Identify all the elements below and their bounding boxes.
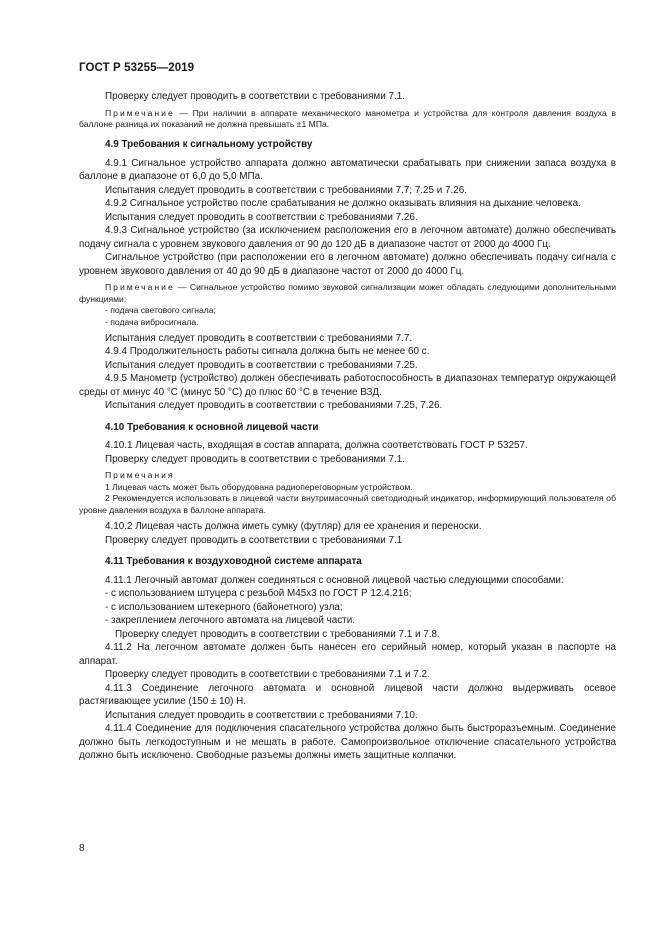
paragraph: 4.9.2 Сигнальное устройство после срабатывания не должно оказывать влияния на дыхание человека. [105,198,581,210]
paragraph: Испытания следует проводить в соответствии с требованиями 7.25. [105,359,418,371]
note-label: Примечание [105,107,175,118]
paragraph: Испытания следует проводить в соответствии с требованиями 7.10. [105,709,418,721]
document-header: ГОСТ Р 53255—2019 [79,62,195,74]
paragraph: 4.9.5 Манометр (устройство) должен обеспечивать работоспособность в диапазонах температур окружающей среды от минус 40 °С (минус 50 °С) до плюс 60 °С в течение ВЗД. [79,373,616,398]
section-heading-4-11: 4.11 Требования к воздуховодной системе аппарата [105,556,362,568]
page-number: 8 [79,843,85,854]
paragraph: Проверку следует проводить в соответствии с требованиями 7.1 и 7.8. [115,628,440,640]
paragraph: 4.11.2 На легочном автомате должен быть нанесен его серийный номер, который указан в паспорте на аппарат. [79,642,616,667]
paragraph: 4.11.3 Соединение легочного автомата и основной лицевой части должно выдерживать осевое растягивающее усилие (150 ± 10) Н. [79,682,616,708]
paragraph: 4.10.1 Лицевая часть, входящая в состав аппарата, должна соответствовать ГОСТ Р 53257. [105,440,528,452]
paragraph: 4.9.4 Продолжительность работы сигнала должна быть не менее 60 с. [105,346,430,358]
note [79,282,616,305]
section-heading-4-10: 4.10 Требования к основной лицевой части [105,421,319,433]
note-text: — При наличии в аппарате механического манометра и устройства для контроля давления воздуха в баллоне разница их показаний не должна превышать ±1 МПа. [79,107,616,129]
document-body [79,90,616,763]
note-text: — Сигнальное устройство помимо звуковой сигнализации может обладать следующими дополнительными функциями: [79,282,616,304]
note-list-item: 2 Рекомендуется использовать в лицевой части внутримасочный светодиодный индикатор, информирующий пользователя об уровне давления воздуха в баллоне аппарата. [79,493,616,515]
paragraph: Проверку следует проводить в соответствии с требованиями 7.1 [105,534,403,546]
paragraph: Испытания следует проводить в соответствии с требованиями 7.26. [105,211,418,223]
paragraph: Испытания следует проводить в соответствии с требованиями 7.25, 7.26. [105,400,443,412]
list-item: - с использованием штекерного (байонетного) узла; [105,601,343,613]
paragraph: 4.10.2 Лицевая часть должна иметь сумку (футляр) для ее хранения и переноски. [105,521,482,533]
paragraph: Проверку следует проводить в соответствии с требованиями 7.1. [105,453,405,465]
list-item: - закреплением легочного автомата на лицевой части. [105,615,355,627]
paragraph: 4.9.3 Сигнальное устройство (за исключением расположения его в легочном автомате) должно обеспечивать подачу сигнала с уровнем звукового давления от 90 до 120 дБ в диапазоне частот от 2000 до 4000 Гц. [79,225,616,250]
list-item: - с использованием штуцера с резьбой М45х3 по ГОСТ Р 12.4.216; [105,588,412,600]
paragraph: Проверку следует проводить в соответствии с требованиями 7.1 и 7.2. [105,669,430,681]
paragraph: 4.11.4 Соединение для подключения спасательного устройства должно быть быстроразъемным. Соединение должно быть легкодоступным и не мешать в работе. Самопроизвольное отключение спасательного устройства должно быть исключено. Свободные разъемы должны иметь защитные колпачки. [79,723,616,762]
paragraph: Испытания следует проводить в соответствии с требованиями 7.7. [105,332,413,344]
paragraph: 4.11.1 Легочный автомат должен соединяться с основной лицевой частью следующими способами: [105,574,564,586]
note-list-item: - подача светового сигнала; [105,305,216,316]
paragraph: Сигнальное устройство (при расположении его в легочном автомате) должно обеспечивать подачу сигнала с уровнем звукового давления от 40 до 90 дБ в диапазоне частот от 2000 до 4000 Гц. [79,252,616,277]
note-label: Примечание [105,282,175,293]
notes-label: Примечания [105,470,175,481]
paragraph: Проверку следует проводить в соответствии с требованиями 7.1. [105,91,405,102]
note-list-item: 1 Лицевая часть может быть оборудована радиопереговорным устройством. [105,481,413,492]
note-list-item: - подача вибросигнала. [105,316,199,327]
section-heading-4-9: 4.9 Требования к сигнальному устройству [105,139,313,151]
paragraph: Испытания следует проводить в соответствии с требованиями 7.7; 7.25 и 7.26. [105,184,468,196]
note [79,108,616,131]
paragraph: 4.9.1 Сигнальное устройство аппарата должно автоматически срабатывать при снижении запаса воздуха в баллоне в диапазоне от 6,0 до 5,0 МПа. [79,157,616,183]
